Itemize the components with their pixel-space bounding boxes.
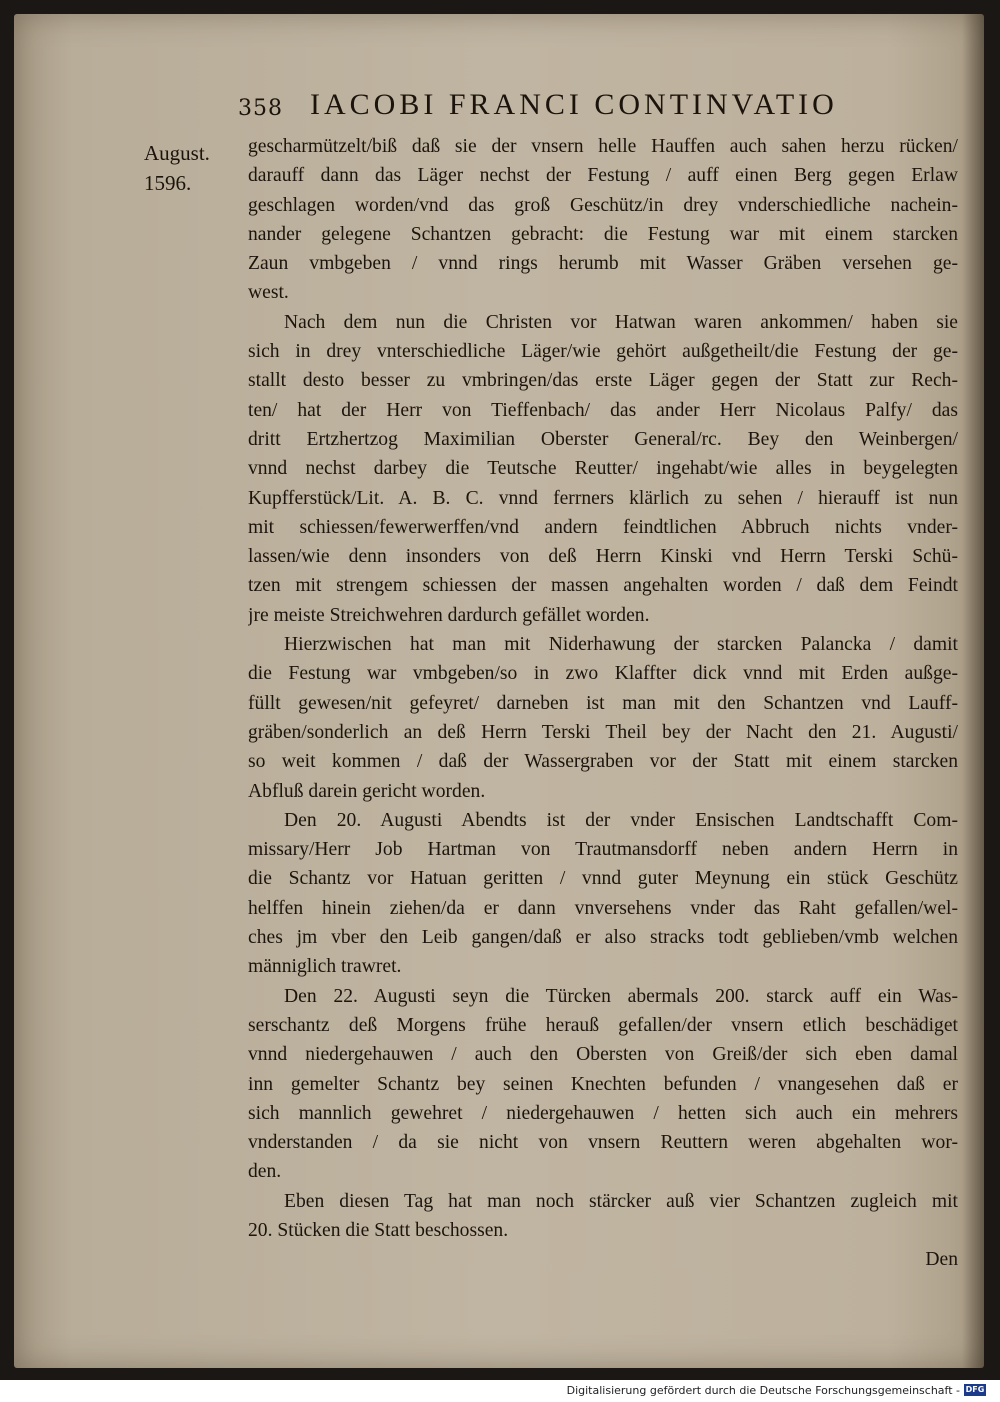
text-line: jre meiste Streichwehren dardurch gefället worden. — [248, 604, 650, 626]
text-line: 20. Stücken die Statt beschossen. — [248, 1219, 509, 1241]
page-header — [238, 88, 958, 128]
text-line: den. — [248, 1161, 282, 1183]
page-number: 358 — [238, 96, 283, 121]
text-line: inn gemelter Schantz bey seinen Knechten befunden / vnangesehen daß er — [248, 1073, 958, 1095]
text-line: sich in drey vnterschiedliche Läger/wie gehört außgetheilt/die Festung der ge- — [248, 341, 958, 363]
text-line: die Schantz vor Hatuan geritten / vnnd guter Meynung ein stück Geschütz — [248, 868, 958, 890]
body-text — [248, 132, 958, 1275]
text-line: männiglich trawret. — [248, 956, 402, 978]
dfg-logo-icon: DFG — [965, 1385, 985, 1394]
text-line: die Festung war vmbgeben/so in zwo Klaffter dick vnnd mit Erden außge- — [248, 663, 958, 685]
text-line: Den 22. Augusti seyn die Türcken abermals 200. starck auff ein Was- — [284, 985, 958, 1007]
text-line: stallt desto besser zu vmbringen/das erste Läger gegen der Statt zur Rech- — [248, 370, 958, 392]
text-line: tzen mit strengem schiessen der massen angehalten worden / daß dem Feindt — [248, 575, 958, 597]
running-title: IACOBI FRANCI CONTINVATIO — [310, 88, 838, 121]
text-line: vnnd niedergehauwen / auch den Obersten von Greiß/der sich eben damal — [248, 1044, 958, 1066]
text-line: vnnd nechst darbey die Teutsche Reutter/ ingehabt/wie alles in beygelegten — [248, 458, 958, 480]
text-line: missary/Herr Job Hartman von Trautmansdorff neben andern Herrn in — [248, 839, 958, 861]
footer-credit: Digitalisierung gefördert durch die Deutsche Forschungsgemeinschaft - — [566, 1384, 960, 1397]
text-line: helffen hinein ziehen/da er dann vnversehens vnder das Raht gefallen/wel- — [248, 897, 958, 919]
text-line: ten/ hat der Herr von Tieffenbach/ das ander Herr Nicolaus Palfy/ das — [248, 399, 958, 421]
page-gutter-shadow — [962, 14, 984, 1368]
text-line: Hierzwischen hat man mit Niderhawung der starcken Palancka / damit — [284, 634, 958, 656]
text-line: nander gelegene Schantzen gebracht: die Festung war mit einem starcken — [248, 223, 958, 245]
text-line: vnderstanden / da sie nicht von vnsern Reuttern weren abgehalten wor- — [248, 1132, 958, 1154]
margin-month: August. — [144, 141, 210, 165]
margin-note — [144, 138, 234, 198]
text-line: mit schiessen/fewerwerffen/vnd andern feindtlichen Abbruch nichts vnder- — [248, 516, 958, 538]
text-line: Den — [925, 1249, 958, 1271]
text-line: füllt gewesen/nit gefeyret/ darneben ist man mit den Schantzen vnd Lauff- — [248, 692, 958, 714]
text-line: sich mannlich gewehret / niedergehauwen / hetten sich auch ein mehrers — [248, 1102, 958, 1124]
text-line: lassen/wie denn insonders von deß Herrn Kinski vnd Herrn Terski Schü- — [248, 546, 958, 568]
text-line: serschantz deß Morgens frühe herauß gefallen/der vnsern etlich beschädiget — [248, 1014, 958, 1036]
text-line: Zaun vmbgeben / vnnd rings herumb mit Wasser Gräben versehen ge- — [248, 253, 958, 275]
text-line: Den 20. Augusti Abendts ist der vnder Ensischen Landtschafft Com- — [284, 809, 958, 831]
footer — [0, 1380, 1000, 1402]
text-line: west. — [248, 282, 289, 304]
text-line: dritt Ertzhertzog Maximilian Oberster General/rc. Bey den Weinbergen/ — [248, 428, 958, 450]
text-line: darauff dann das Läger nechst der Festung / auff einen Berg gegen Erlaw — [248, 165, 958, 187]
text-line: Abfluß darein gericht worden. — [248, 780, 486, 802]
text-line: Eben diesen Tag hat man noch stärcker auß vier Schantzen zugleich mit — [284, 1190, 958, 1212]
text-line: Kupfferstück/Lit. A. B. C. vnnd ferrners klärlich zu sehen / hierauff ist nun — [248, 487, 958, 509]
text-line: geschlagen worden/vnd das groß Geschütz/in drey vnderschiedliche nachein- — [248, 194, 958, 216]
text-line: gräben/sonderlich an deß Herrn Terski Theil bey der Nacht den 21. Augusti/ — [248, 721, 958, 743]
text-line: so weit kommen / daß der Wassergraben vor der Statt mit einem starcken — [248, 751, 958, 773]
text-line: ches jm vber den Leib gangen/daß er also stracks todt geblieben/vmb welchen — [248, 927, 958, 949]
text-line: gescharmützelt/biß daß sie der vnsern helle Hauffen auch sahen herzu rücken/ — [248, 136, 958, 157]
text-line: Nach dem nun die Christen vor Hatwan waren ankommen/ haben sie — [284, 311, 958, 333]
margin-year: 1596. — [144, 171, 192, 195]
